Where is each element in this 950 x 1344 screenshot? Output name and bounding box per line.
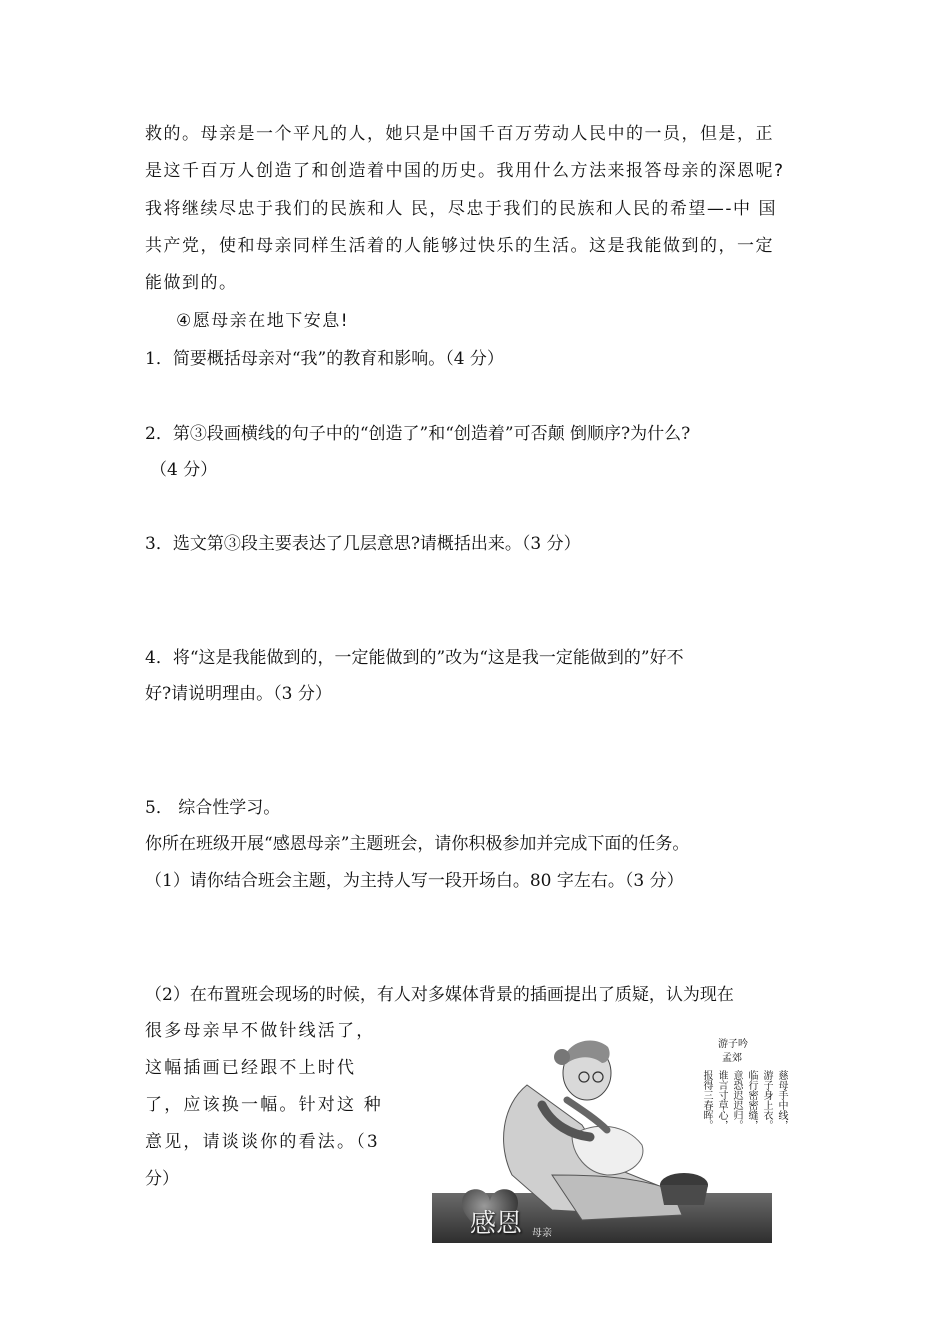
question-5-part-2-line-6: 分） (145, 1169, 179, 1189)
badge-gratitude-text: 感恩 (470, 1209, 523, 1239)
poem-column-3: 临行密密缝， (746, 1070, 757, 1130)
question-5-title: 5． 综合性学习。 (145, 798, 281, 818)
poem-column-5: 谁言寸草心， (716, 1070, 727, 1130)
poem-title: 游子吟 (718, 1039, 748, 1050)
poem-column-1: 慈母手中线， (776, 1070, 787, 1130)
question-5-part-2-line-4: 了，应该换一幅。针对这 种 (145, 1095, 384, 1115)
question-5-intro: 你所在班级开展“感恩母亲”主题班会，请你积极参加并完成下面的任务。 (145, 834, 690, 854)
question-5-part-2-line-1: （2）在布置班会现场的时候，有人对多媒体背景的插画提出了质疑，认为现在 (145, 985, 734, 1005)
question-5-part-1: （1）请你结合班会主题，为主持人写一段开场白。80 字左右。（3 分） (145, 871, 684, 891)
poem-column-6: 报得三春晖。 (701, 1070, 712, 1130)
poem-column-2: 游子身上衣。 (761, 1070, 772, 1130)
question-4-line-2: 好?请说明理由。（3 分） (145, 684, 332, 704)
question-3: 3．选文第③段主要表达了几层意思?请概括出来。（3 分） (145, 534, 581, 554)
question-5-part-2-line-3: 这幅插画已经跟不上时代 (145, 1058, 357, 1078)
question-4-line-1: 4．将“这是我能做到的，一定能做到的”改为“这是我一定能做到的”好不 (145, 648, 684, 668)
question-5-part-2-line-5: 意见，请谈谈你的看法。（3 (145, 1132, 380, 1152)
passage-closing: ④愿母亲在地下安息! (176, 311, 350, 331)
poem-author: 孟郊 (722, 1053, 742, 1064)
poem-body (700, 1070, 787, 1130)
poem-column-4: 意恐迟迟归。 (731, 1070, 742, 1130)
badge-mother-text: 母亲 (532, 1228, 552, 1239)
passage-line-2: 是这千百万人创造了和创造着中国的历史。我用什么方法来报答母亲的深恩呢? (145, 161, 785, 181)
question-2-line-2: （4 分） (150, 460, 218, 480)
question-1: 1．简要概括母亲对“我”的教育和影响。（4 分） (145, 349, 504, 369)
passage-line-4: 共产党，使和母亲同样生活着的人能够过快乐的生活。这是我能做到的，一定 (145, 236, 774, 256)
passage-line-3: 我将继续尽忠于我们的民族和人 民，尽忠于我们的民族和人民的希望—-中 国 (145, 199, 777, 219)
question-5-part-2-line-2: 很多母亲早不做针线活了， (145, 1021, 376, 1041)
question-2-line-1: 2．第③段画横线的句子中的“创造了”和“创造着”可否颠 倒顺序?为什么? (145, 424, 691, 444)
passage-line-1: 救的。母亲是一个平凡的人，她只是中国千百万劳动人民中的一员，但是，正 (145, 124, 774, 144)
passage-line-5: 能做到的。 (145, 273, 238, 293)
